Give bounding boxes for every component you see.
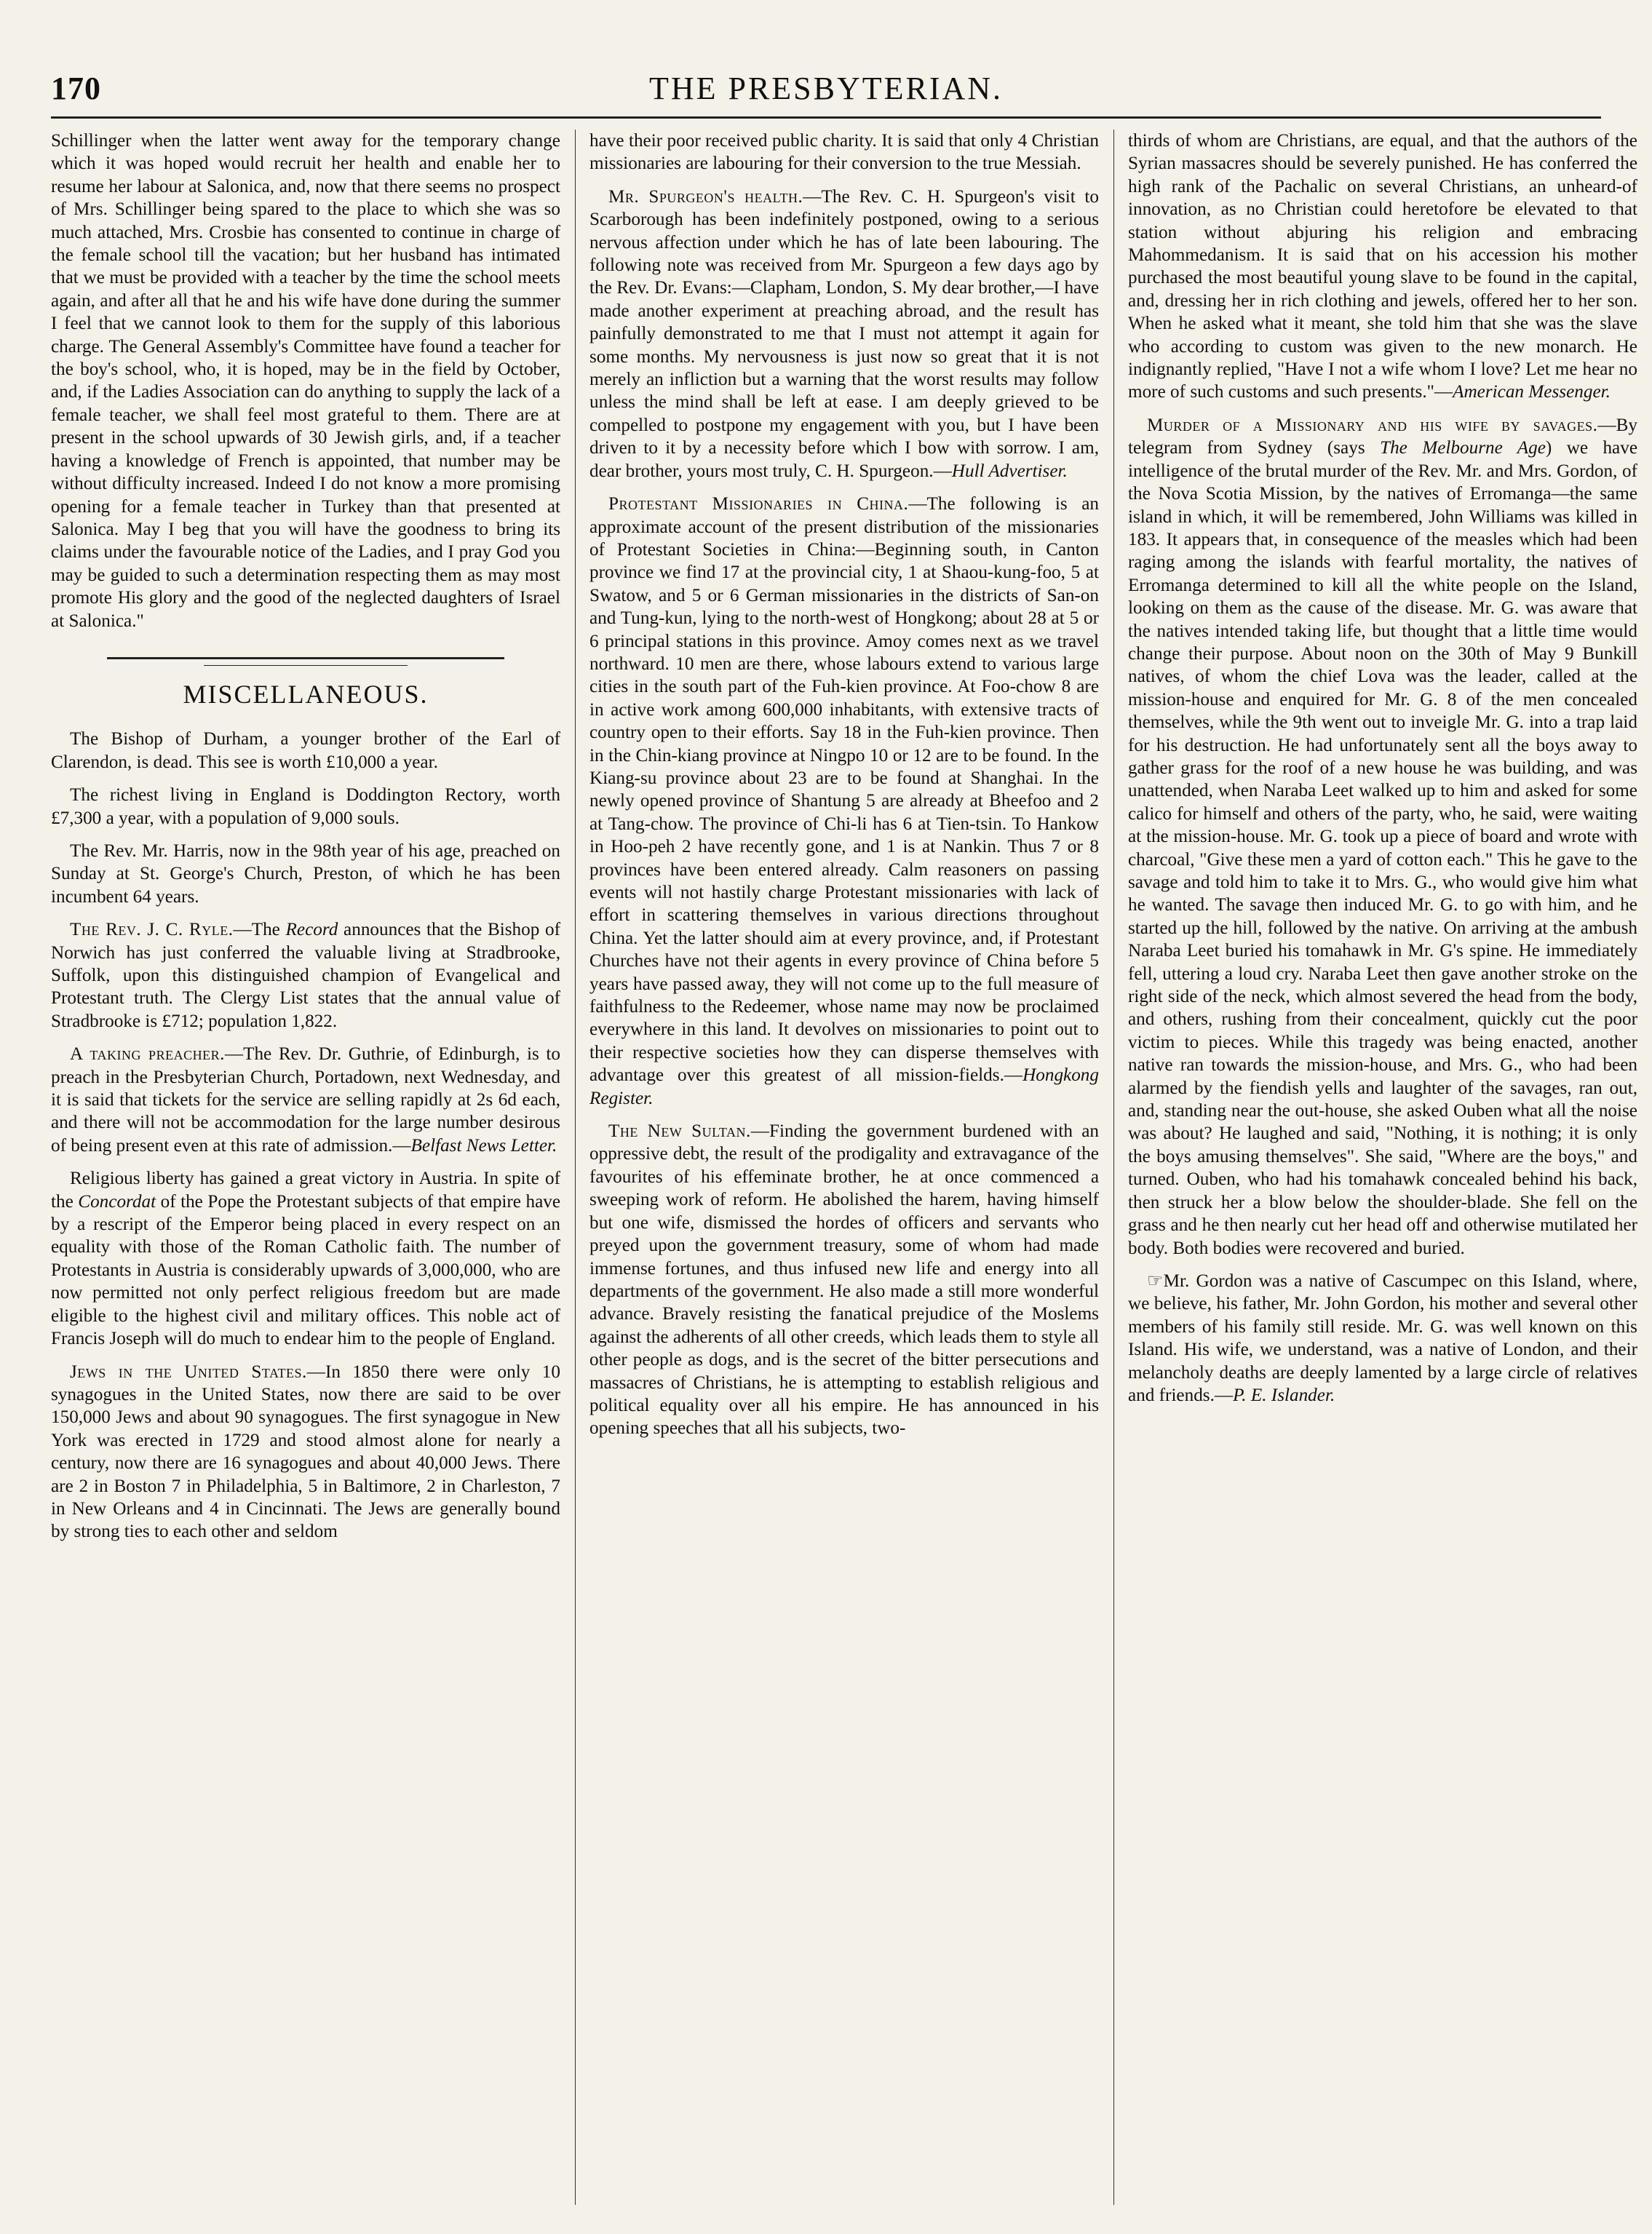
item-continuation: have their poor received public charity. It is said that only 4 Christian missionaries are labouring for their conversion to the true Messiah. [589,131,1099,174]
page-header [51,70,1601,114]
item-gordon-note [1128,1270,1637,1407]
item-missionary-murder [1128,414,1637,1260]
item-lead: The Rev. J. C. Ryle. [70,920,234,940]
column-3 [1128,130,1637,2205]
item-jews-united-states [51,1361,560,1543]
column-rule [1113,130,1114,2205]
header-rule [51,116,1601,119]
source-credit: Belfast News Letter. [410,1135,557,1156]
journal-title: THE PRESBYTERIAN. [648,71,1004,106]
item-text: ☞Mr. Gordon was a native of Cascumpec on this Island, where, we believe, his father, Mr. John Gordon, his mother and several other members of his family still reside. Mr. G. was well known on this Island. His wife, we understand, was a native of London, and their melancholy deaths are deeply lamented by a large circle of relatives and friends.— [1128,1271,1637,1405]
item-text: —The [233,920,280,940]
item-text: —Finding the government burdened with an oppressive debt, the result of the prodigality and extravagance of the favourites of his effeminate brother, he at once commenced a sweeping work of reform. He abolished the harem, having himself but one wife, dismissed the hordes of officers and servants who preyed upon the government treasury, some of whom had made immense fortunes, and thus infused new life and energy into all departments of the government. He also made a still more wonderful advance. Bravely resisting the fanatical prejudice of the Moslems against the adherents of all other creeds, which leads them to style all other people as dogs, and is the secret of the bitter persecutions and massacres of Christians, he is attempting to establish religious and political equality over all his empire. He has announced in his opening speeches that all his subjects, two- [589,1121,1099,1439]
item-text: ) we have intelligence of the brutal murder of the Rev. Mr. and Mrs. Gordon, of the Nova Scotia Mission, by the natives of Erromanga—the same island in which, it will be remembered, John Williams was killed in 183. It appears that, in consequence of the measles which had been raging among the islands with fearful mortality, the natives of Erromanga determined to kill all the white people on the Island, looking on them as the cause of the disease. Mr. G. was aware that the natives intended taking life, but thought that a little time would change their purpose. About noon on the 30th of May 9 Bunkill natives, of whom the chief Lova was the leader, called at the mission-house and enquired for Mr. G. 8 of the men concealed themselves, while the 9th went out to inveigle Mr. G. into a trap laid for his destruction. He had unfortunately sent all the boys away to gather grass for the roof of a new house he was building, and was unattended, when Naraba Leet walked up to him and asked for some calico for himself and others of the party, who, he said, were waiting at the mission-house. Mr. G. took up a piece of board and wrote with charcoal, "Give these men a yard of cotton each." This he gave to the savage and told him to take it to Mrs. G., who would give him what he wanted. The savage then induced Mr. G. to go with him, and he started up the hill, followed by the native. On arriving at the ambush Naraba Leet buried his tomahawk in Mr. G's spine. He immediately fell, uttering a loud cry. Naraba Leet then gave another stroke on the right side of the neck, which almost severed the head from the body, and others, rushing from their concealment, quickly cut the poor victim to pieces. While this tragedy was being enacted, another native ran towards the mission-house, and Mrs. G., who had been alarmed by the fiendish yells and laughter of the savages, ran out, and, standing near the out-house, she asked Ouben what all the noise was about? He laughed and said, "Nothing, it is nothing; it is only the boys amusing themselves". She said, "Where are the boys," and turned. Ouben, who had his tomahawk concealed behind his back, then struck her a blow below the shoulder-blade. She fell on the grass and he then nearly cut her head off and otherwise mutilated her body. Both bodies were recovered and buried. [1128,438,1637,1258]
item-lead: The New Sultan. [608,1121,751,1142]
source-name: Record [285,920,338,940]
item-taking-preacher [51,1043,560,1157]
item-lead: Jews in the United States. [70,1362,307,1382]
item-text: thirds of whom are Christians, are equal, and that the authors of the Syrian massacres should be severely punished. He has conferred the high rank of the Pachalic on several Christians, an unheard-of innovation, as no Christian could heretofore be elevated to that station without abjuring his religion and embracing Mahommedanism. It is said that on his accession his mother purchased the most beautiful young slave to be found in the capital, and, dressing her in rich clothing and jewels, offered her to her son. When he asked what it meant, she told him that she was the slave who according to custom was given to the new monarch. He indignantly replied, "Have I not a wife whom I love? Let me hear no more of such customs and such presents."— [1128,131,1637,402]
item-new-sultan [589,1120,1099,1440]
item-text: of the Pope the Protestant subjects of that empire have by a rescript of the Emperor being placed in every respect on an equality with those of the Roman Catholic faith. The number of Protestants in Austria is considerably upwards of 3,000,000, who are now permitted not only perfect religious freedom but are made eligible to the highest civil and military offices. This noble act of Francis Joseph will do much to endear him to the people of England. [51,1191,560,1349]
item-religious-liberty-austria [51,1167,560,1350]
item-text: —By telegram from Sydney (says [1128,415,1637,458]
column-rule [575,130,576,2205]
section-rule-thin [204,665,408,666]
item-text: announces that the Bishop of Norwich has just conferred the valuable living at Stradbrooke, Suffolk, upon this distinguished champion of Evangelical and Protestant truth. The Clergy List states that the annual value of Stradbrooke is £712; population 1,822. [51,920,560,1031]
item-spurgeon-health [589,186,1099,482]
column-1 [51,130,560,2205]
section-rule [107,657,504,659]
item-emphasis: Concordat [78,1191,156,1212]
item-rev-harris: The Rev. Mr. Harris, now in the 98th year of his age, preached on Sunday at St. George's Church, Preston, of which he has been incumbent 64 years. [51,840,560,907]
item-lead: A taking preacher. [70,1044,225,1065]
item-lead: Murder of a Missionary and his wife by savages. [1147,415,1598,435]
source-credit: Hongkong Register. [589,1065,1099,1108]
item-doddington-rectory: The richest living in England is Doddington Rectory, worth £7,300 a year, with a population of 9,000 souls. [51,785,560,828]
item-lead: Protestant Missionaries in China. [608,494,909,514]
source-name: The Melbourne Age [1380,438,1546,458]
source-credit: P. E. Islander. [1233,1385,1335,1405]
item-text: —In 1850 there were only 10 synagogues in the United States, now there are said to be over 150,000 Jews and about 90 synagogues. The first synagogue in New York was erected in 1729 and stood almost alone for nearly a century, now there are 16 synagogues and about 40,000 Jews. There are 2 in Boston 7 in Philadelphia, 5 in Baltimore, 2 in Charleston, 7 in New Orleans and 4 in Cincinnati. The Jews are generally bound by strong ties to each other and seldom [51,1362,560,1542]
section-heading: MISCELLANEOUS. [183,679,429,709]
item-continuation [1128,130,1637,404]
source-credit: American Messenger. [1453,382,1611,402]
source-credit: Hull Advertiser. [951,461,1068,481]
item-text: Religious liberty has gained a great victory in Austria. In spite of the [51,1169,560,1212]
columns [51,130,1637,2205]
column-2 [589,130,1099,2205]
item-bishop-durham: The Bishop of Durham, a younger brother of the Earl of Clarendon, is dead. This see is worth £10,000 a year. [51,729,560,772]
item-missionaries-china [589,493,1099,1110]
section-divider [51,657,560,666]
item-text: —The Rev. C. H. Spurgeon's visit to Scarborough has been indefinitely postponed, owing to a serious nervous affection under which he has of late been labouring. The following note was received from Mr. Spurgeon a few days ago by the Rev. Dr. Evans:—Clapham, London, S. My dear brother,—I have made another experiment at preaching abroad, and the result has painfully demonstrated to me that I must not attempt it again for some months. My nervousness is just now so great that it is not merely an infliction but a warning that the worst results may follow unless the mind shall be left at ease. I am deeply grieved to be compelled to postpone my engagement with you, but I have been driven to it by a necessity before which I bow with sorrow. I am, dear brother, yours most truly, C. H. Spurgeon.— [589,186,1099,481]
page-number: 170 [51,71,101,106]
letter-continuation: Schillinger when the latter went away for the temporary change which it was hoped would recruit her health and enable her to resume her labour at Salonica, and, now that there seems no prospect of Mrs. Schillinger being spared to the place to which she was so much attached, Mrs. Crosbie has consented to continue in charge of the female school till the vacation; but her husband has intimated that we must be provided with a teacher by the time the school meets again, and after all that he and his wife have done during the summer I feel that we cannot look to them for the supply of this laborious charge. The General Assembly's Committee have found a teacher for the boy's school, who, it is hoped, may be in the field by October, and, if the Ladies Association can do anything to supply the lack of a female teacher, we shall feel most grateful to them. There are at present in the school upwards of 30 Jewish girls, and, if a teacher having a knowledge of French is appointed, that number may be without difficulty increased. Indeed I do not know a more promising opening for a female teacher in Turkey than that presented at Salonica. May I beg that you will have the goodness to bring its claims under the favourable notice of the Ladies, and I pray God you may be guided to such a determination respecting them as may most promote His glory and the good of the neglected daughters of Israel at Salonica." [51,131,560,631]
item-rev-ryle [51,918,560,1033]
item-text: —The following is an approximate account of the present distribution of the missionaries of Protestant Societies in China:—Beginning south, in Canton province we find 17 at the provincial city, 1 at Shaou-kung-foo, 5 at Swatow, and 5 or 6 German missionaries in the districts of San-on and Tung-kun, lying to the north-west of Hongkong; about 28 at 5 or 6 principal stations in this province. Amoy comes next as we travel northward. 10 men are there, whose labours extend to various large cities in the south part of the Fuh-kien province. At Foo-chow 8 are in active work among 600,000 inhabitants, with extensive tracts of country open to their efforts. Say 18 in the Fuh-kien province. Then in the Chin-kiang province at Ningpo 10 or 12 are to be found. In the Kiang-su province about 23 are to be found at Shanghai. In the newly opened province of Shantung 5 are already at Bheefoo and 2 at Tang-chow. The province of Chi-li has 6 at Tien-tsin. To Hankow in Hoo-peh 2 have recently gone, and 1 is at Nankin. Thus 7 or 8 provinces have been entered already. Calm reasoners on passing events will not hastily charge Protestant missionaries with lack of effort in scattering themselves in various directions throughout China. Yet the latter should aim at every province, and, if Protestant Churches have not their agents in every province of China before 5 years have passed away, they will not come up to the full measure of faithfulness to the Redeemer, whose name may now be proclaimed everywhere in this land. It devolves on missionaries to point out to their respective societies how they can disperse themselves with advantage over this greatest of all mission-fields.— [589,494,1099,1086]
item-text: —The Rev. Dr. Guthrie, of Edinburgh, is to preach in the Presbyterian Church, Portadown, next Wednesday, and it is said that tickets for the service are selling rapidly at 2s 6d each, and there will not be accommodation for the large number desirous of being present even at this rate of admission.— [51,1044,560,1156]
item-lead: Mr. Spurgeon's health. [608,186,803,207]
